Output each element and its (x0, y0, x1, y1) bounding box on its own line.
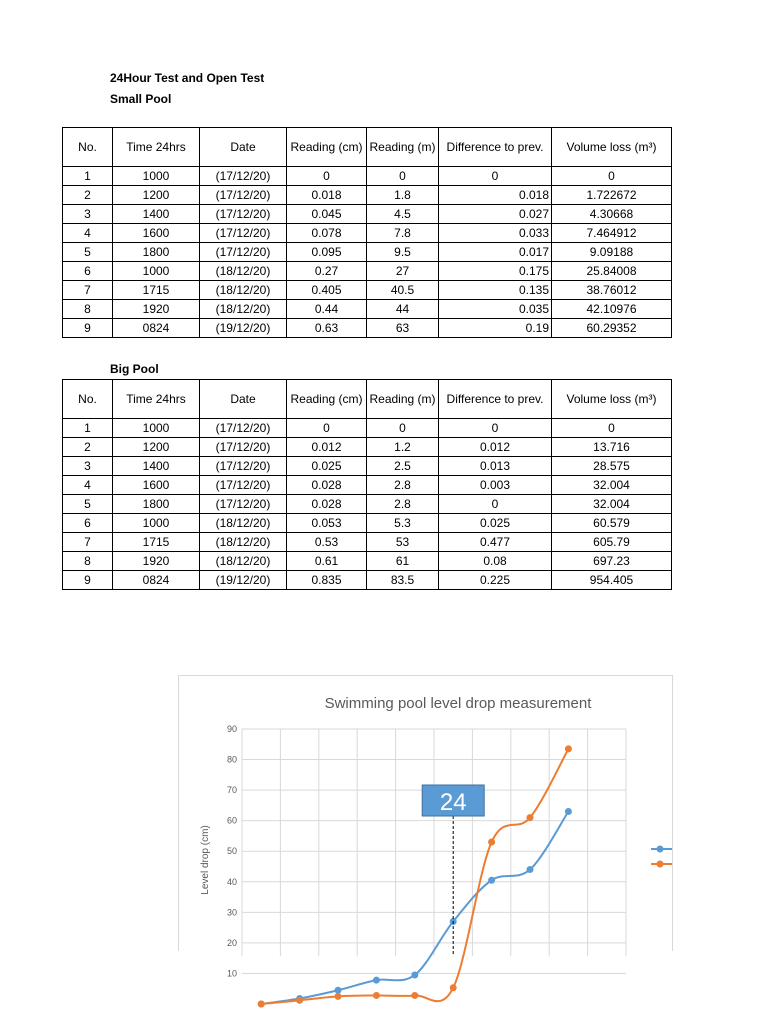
table-row (63, 262, 672, 281)
table-cell: 1000 (113, 167, 200, 186)
table-cell: 0 (287, 167, 367, 186)
table-cell: 0.225 (439, 571, 552, 590)
table-cell: 0.017 (439, 243, 552, 262)
table-row (63, 476, 672, 495)
table-cell: (17/12/20) (200, 419, 287, 438)
table-row (63, 533, 672, 552)
table-cell: 9.5 (367, 243, 439, 262)
table-cell: 0.175 (439, 262, 552, 281)
table-cell: 0.018 (439, 186, 552, 205)
table-cell: 0.013 (439, 457, 552, 476)
table-cell: 0.045 (287, 205, 367, 224)
table-cell: (18/12/20) (200, 300, 287, 319)
chart-title: Swimming pool level drop measurement (324, 695, 592, 712)
table-cell: 5 (63, 495, 113, 514)
table-cell: 0 (552, 167, 672, 186)
table-cell: (17/12/20) (200, 167, 287, 186)
table-cell: 1800 (113, 243, 200, 262)
table-row (63, 552, 672, 571)
data-point (335, 987, 342, 994)
table-cell: 53 (367, 533, 439, 552)
table-cell: 2 (63, 186, 113, 205)
table-cell: 4.5 (367, 205, 439, 224)
table-cell: 1600 (113, 224, 200, 243)
small-pool-table (62, 127, 672, 338)
legend-swatch-marker (657, 846, 664, 853)
annotation-label: 24 (439, 789, 467, 816)
column-header: Difference to prev. (439, 380, 552, 419)
table-cell: 0.135 (439, 281, 552, 300)
table-cell: 0.19 (439, 319, 552, 338)
big-pool-table (62, 379, 672, 590)
table-cell: 0.27 (287, 262, 367, 281)
table-cell: 1.722672 (552, 186, 672, 205)
table-cell: 1.8 (367, 186, 439, 205)
table-cell: 5.3 (367, 514, 439, 533)
table-cell: 1 (63, 167, 113, 186)
table-cell: 0.53 (287, 533, 367, 552)
table-cell: 0.095 (287, 243, 367, 262)
table-cell: 0 (552, 419, 672, 438)
table-cell: 1920 (113, 300, 200, 319)
table-cell: (17/12/20) (200, 243, 287, 262)
y-tick-label: 10 (226, 968, 237, 979)
table-cell: 61 (367, 552, 439, 571)
table-row (63, 495, 672, 514)
table-cell: 0.035 (439, 300, 552, 319)
table-cell: 0.08 (439, 552, 552, 571)
table-cell: 1000 (113, 262, 200, 281)
column-header: Time 24hrs (113, 380, 200, 419)
table-cell: (19/12/20) (200, 319, 287, 338)
table-cell: 0.028 (287, 495, 367, 514)
table-cell: 1800 (113, 495, 200, 514)
table-cell: (17/12/20) (200, 476, 287, 495)
table-cell: 0.003 (439, 476, 552, 495)
table-cell: 0.012 (439, 438, 552, 457)
column-header: Volume loss (m³) (552, 380, 672, 419)
table-cell: 0.835 (287, 571, 367, 590)
table-cell: (18/12/20) (200, 262, 287, 281)
table-cell: 60.579 (552, 514, 672, 533)
y-tick-label: 60 (226, 815, 237, 826)
chart-series (258, 745, 572, 1007)
table-cell: 1200 (113, 438, 200, 457)
table-cell: 27 (367, 262, 439, 281)
table-cell: (18/12/20) (200, 552, 287, 571)
table-row (63, 438, 672, 457)
table-row (63, 205, 672, 224)
table-cell: 60.29352 (552, 319, 672, 338)
table-row (63, 243, 672, 262)
table-cell: (17/12/20) (200, 186, 287, 205)
table-row (63, 186, 672, 205)
table-cell: 0.61 (287, 552, 367, 571)
table-cell: 83.5 (367, 571, 439, 590)
big-pool-heading: Big Pool (110, 362, 159, 376)
table-cell: (17/12/20) (200, 224, 287, 243)
column-header: No. (63, 128, 113, 167)
table-cell: 1400 (113, 205, 200, 224)
table-cell: (17/12/20) (200, 495, 287, 514)
table-cell: 0.018 (287, 186, 367, 205)
column-header: Difference to prev. (439, 128, 552, 167)
table-cell: 1.2 (367, 438, 439, 457)
column-header: Reading (cm) (287, 128, 367, 167)
y-tick-label: 20 (226, 937, 237, 948)
y-tick-label: 80 (226, 754, 237, 765)
table-cell: 605.79 (552, 533, 672, 552)
small-pool-heading: Small Pool (110, 92, 172, 106)
table-cell: 0.405 (287, 281, 367, 300)
table-cell: 0 (439, 495, 552, 514)
table-cell: 5 (63, 243, 113, 262)
table-row (63, 224, 672, 243)
table-cell: 32.004 (552, 476, 672, 495)
table-cell: 0 (367, 419, 439, 438)
data-point (565, 808, 572, 815)
table-cell: 38.76012 (552, 281, 672, 300)
data-point (335, 993, 342, 1000)
table-cell: 0 (287, 419, 367, 438)
table-cell: 2.8 (367, 495, 439, 514)
level-drop-chart (178, 675, 673, 979)
column-header: Volume loss (m³) (552, 128, 672, 167)
table-row (63, 457, 672, 476)
table-cell: 63 (367, 319, 439, 338)
data-point (488, 877, 495, 884)
column-header: Reading (m) (367, 380, 439, 419)
table-cell: 2.5 (367, 457, 439, 476)
table-row (63, 300, 672, 319)
data-point (411, 992, 418, 999)
table-row (63, 419, 672, 438)
table-cell: 7 (63, 533, 113, 552)
table-cell: 0.028 (287, 476, 367, 495)
y-tick-label: 70 (226, 785, 237, 796)
table-cell: 1000 (113, 419, 200, 438)
data-point (527, 814, 534, 821)
table-cell: 7.8 (367, 224, 439, 243)
table-cell: 0 (367, 167, 439, 186)
data-point (258, 1001, 265, 1008)
data-point (450, 984, 457, 991)
table-cell: 1715 (113, 533, 200, 552)
table-cell: 9 (63, 571, 113, 590)
chart-legend (651, 846, 672, 868)
data-point (565, 745, 572, 752)
table-cell: 1600 (113, 476, 200, 495)
y-axis-ticks (227, 724, 237, 978)
table-cell: 13.716 (552, 438, 672, 457)
table-cell: 1 (63, 419, 113, 438)
table-row (63, 514, 672, 533)
column-header: Date (200, 128, 287, 167)
data-point (527, 866, 534, 873)
table-row (63, 167, 672, 186)
table-cell: 0 (439, 419, 552, 438)
table-cell: 0.44 (287, 300, 367, 319)
table-cell: 25.84008 (552, 262, 672, 281)
table-cell: 2 (63, 438, 113, 457)
table-cell: 6 (63, 262, 113, 281)
table-row (63, 319, 672, 338)
table-cell: 0.027 (439, 205, 552, 224)
table-cell: 44 (367, 300, 439, 319)
table-row (63, 281, 672, 300)
table-cell: (17/12/20) (200, 205, 287, 224)
table-cell: (17/12/20) (200, 457, 287, 476)
table-cell: 6 (63, 514, 113, 533)
table-cell: (18/12/20) (200, 514, 287, 533)
table-cell: 42.10976 (552, 300, 672, 319)
table-cell: 40.5 (367, 281, 439, 300)
data-point (488, 839, 495, 846)
table-cell: 1920 (113, 552, 200, 571)
data-point (373, 977, 380, 984)
table-cell: 1400 (113, 457, 200, 476)
table-cell: (19/12/20) (200, 571, 287, 590)
table-cell: 32.004 (552, 495, 672, 514)
table-header-row (63, 380, 672, 419)
column-header: Reading (cm) (287, 380, 367, 419)
table-cell: 7.464912 (552, 224, 672, 243)
y-tick-label: 90 (226, 724, 237, 734)
table-cell: 0824 (113, 319, 200, 338)
table-cell: 0.078 (287, 224, 367, 243)
table-cell: 9.09188 (552, 243, 672, 262)
y-axis-label: Level drop (cm) (200, 825, 211, 895)
table-cell: 0.63 (287, 319, 367, 338)
table-cell: 7 (63, 281, 113, 300)
table-cell: 28.575 (552, 457, 672, 476)
table-cell: 4 (63, 224, 113, 243)
column-header: Reading (m) (367, 128, 439, 167)
data-point (373, 992, 380, 999)
y-tick-label: 50 (226, 846, 237, 857)
table-cell: 0 (439, 167, 552, 186)
document-heading: 24Hour Test and Open Test (110, 71, 265, 85)
table-cell: 0.025 (287, 457, 367, 476)
table-cell: 9 (63, 319, 113, 338)
table-cell: 2.8 (367, 476, 439, 495)
table-cell: 3 (63, 457, 113, 476)
table-cell: 0.053 (287, 514, 367, 533)
table-cell: 1715 (113, 281, 200, 300)
table-cell: 1000 (113, 514, 200, 533)
table-cell: 4.30668 (552, 205, 672, 224)
table-cell: 0.033 (439, 224, 552, 243)
series-line (261, 749, 568, 1004)
table-cell: 697.23 (552, 552, 672, 571)
table-cell: 0.012 (287, 438, 367, 457)
table-cell: 0.025 (439, 514, 552, 533)
table-cell: 0824 (113, 571, 200, 590)
table-cell: 1200 (113, 186, 200, 205)
data-point (411, 971, 418, 978)
table-cell: 3 (63, 205, 113, 224)
table-cell: 8 (63, 300, 113, 319)
table-header-row (63, 128, 672, 167)
table-cell: (18/12/20) (200, 533, 287, 552)
column-header: Date (200, 380, 287, 419)
chart-annotation (422, 785, 484, 956)
y-tick-label: 30 (226, 907, 237, 918)
table-cell: 0.477 (439, 533, 552, 552)
table-cell: 4 (63, 476, 113, 495)
legend-swatch-marker (657, 861, 664, 868)
chart-grid (242, 729, 626, 973)
column-header: No. (63, 380, 113, 419)
y-tick-label: 40 (226, 876, 237, 887)
table-cell: (18/12/20) (200, 281, 287, 300)
data-point (296, 997, 303, 1004)
table-cell: 8 (63, 552, 113, 571)
table-cell: 954.405 (552, 571, 672, 590)
table-cell: (17/12/20) (200, 438, 287, 457)
table-row (63, 571, 672, 590)
column-header: Time 24hrs (113, 128, 200, 167)
chart-svg (179, 676, 672, 979)
